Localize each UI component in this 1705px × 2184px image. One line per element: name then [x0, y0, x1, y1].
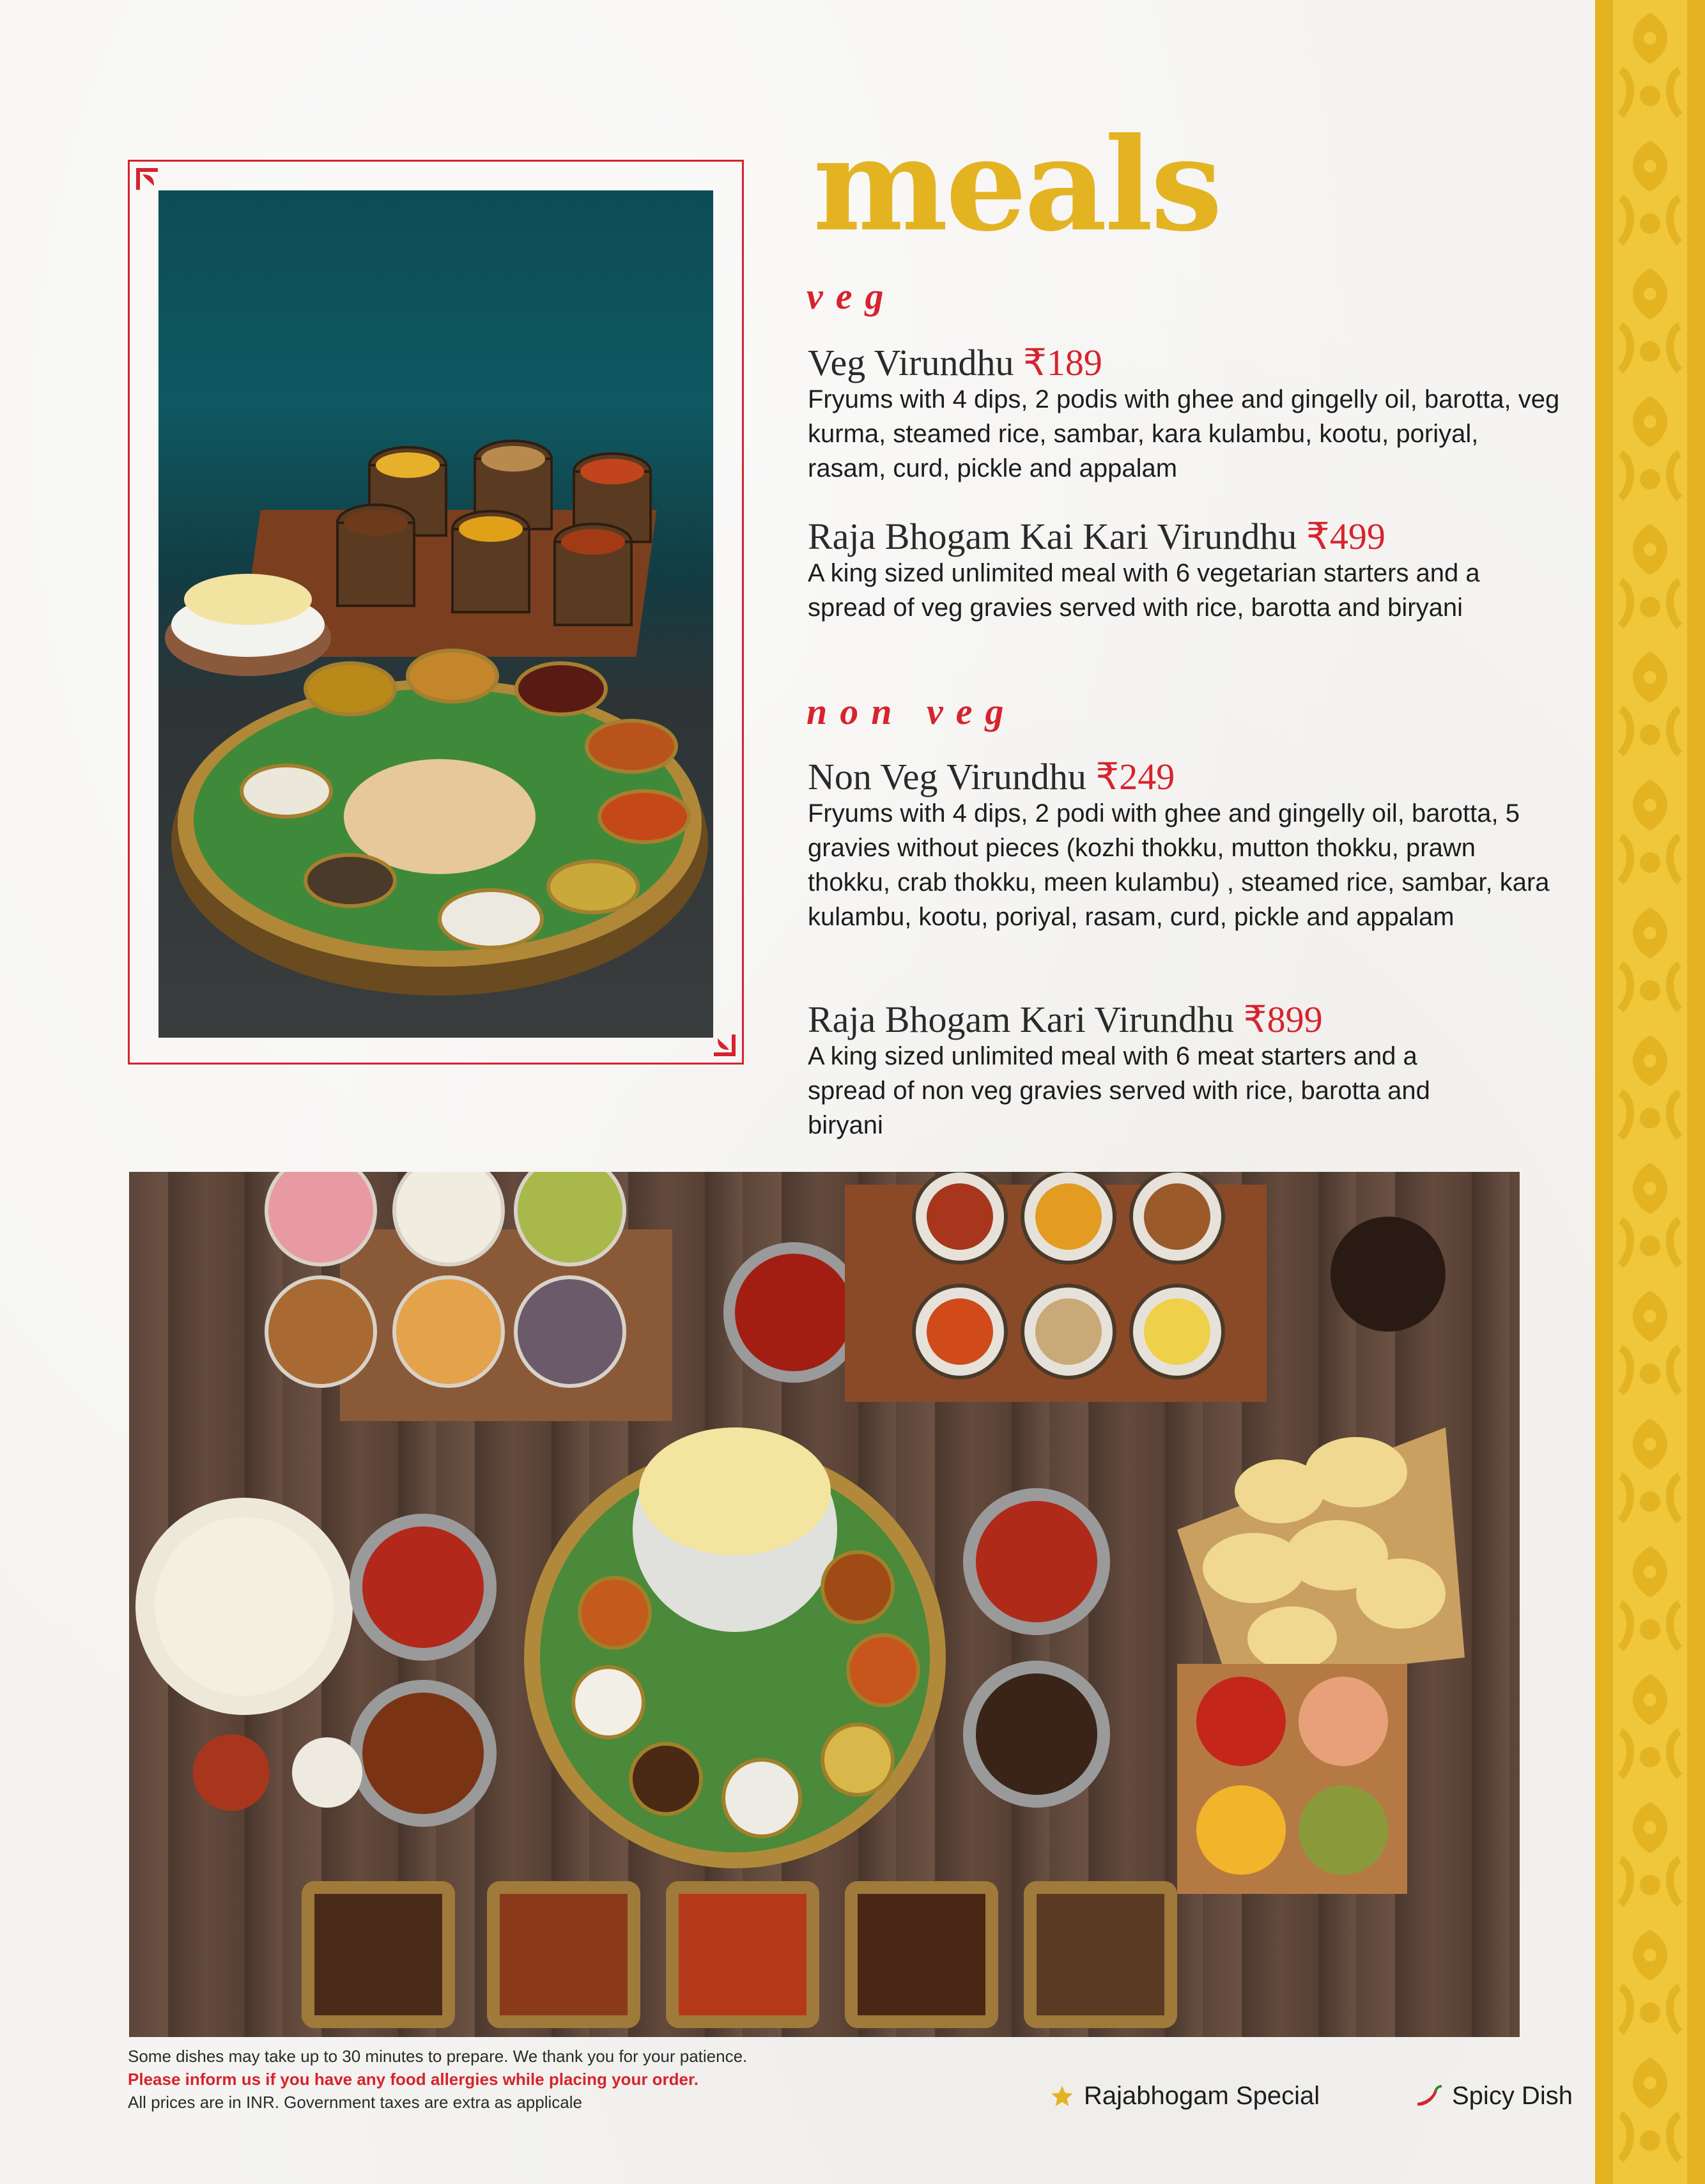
non-veg-spread-photo — [129, 1172, 1520, 2037]
allergy-note: Please inform us if you have any food allergies while placing your order. — [128, 2070, 698, 2089]
item-price: ₹899 — [1243, 999, 1323, 1040]
item-description: A king sized unlimited meal with 6 meat starters and a spread of non veg gravies served with rice, barotta and biryani — [808, 1042, 1430, 1139]
price-note: All prices are in INR. Government taxes are extra as applicale — [128, 2093, 582, 2112]
item-price: ₹189 — [1022, 342, 1102, 383]
veg-thali-photo — [158, 190, 713, 1038]
item-price: ₹249 — [1095, 756, 1175, 797]
menu-item-raja-bhogam-kai-kari-virundhu — [808, 515, 1385, 558]
menu-item-raja-bhogam-kari-virundhu — [808, 998, 1323, 1042]
menu-item-non-veg-virundhu — [808, 755, 1175, 799]
item-name: Raja Bhogam Kari Virundhu — [808, 999, 1235, 1040]
item-description: Fryums with 4 dips, 2 podis with ghee and gingelly oil, barotta, veg kurma, steamed rice, sambar, kara kulambu, kootu, poriyal, rasam, curd, pickle and appalam — [808, 385, 1560, 482]
item-name: Non Veg Virundhu — [808, 756, 1086, 797]
chili-icon — [1415, 2084, 1443, 2109]
legend-label: Rajabhogam Special — [1084, 2082, 1320, 2110]
section-heading-non-veg: non veg — [806, 691, 1017, 732]
item-description: Fryums with 4 dips, 2 podi with ghee and gingelly oil, barotta, 5 gravies without pieces (kozhi thokku, mutton thokku, prawn thokku, crab thokku, meen kulambu) , steamed rice, sambar, kara kulambu, kootu, poriyal, rasam, curd, pickle and appalam — [808, 799, 1550, 931]
menu-item-veg-virundhu — [808, 341, 1102, 385]
decorative-border — [1595, 0, 1705, 2184]
corner-ornament-icon — [713, 1033, 737, 1057]
item-description: A king sized unlimited meal with 6 vegetarian starters and a spread of veg gravies served with rice, barotta and biryani — [808, 559, 1480, 622]
section-heading-veg: veg — [806, 275, 897, 317]
legend-special — [1049, 2082, 1320, 2111]
legend-spicy — [1415, 2082, 1573, 2111]
item-name: Veg Virundhu — [808, 342, 1014, 383]
star-icon — [1049, 2084, 1075, 2109]
footer-note: Some dishes may take up to 30 minutes to prepare. We thank you for your patience. — [128, 2047, 748, 2066]
corner-ornament-icon — [135, 167, 159, 191]
item-price: ₹499 — [1306, 516, 1385, 557]
page-title: meals — [813, 110, 1221, 260]
legend-label: Spicy Dish — [1452, 2082, 1573, 2110]
item-name: Raja Bhogam Kai Kari Virundhu — [808, 516, 1297, 557]
